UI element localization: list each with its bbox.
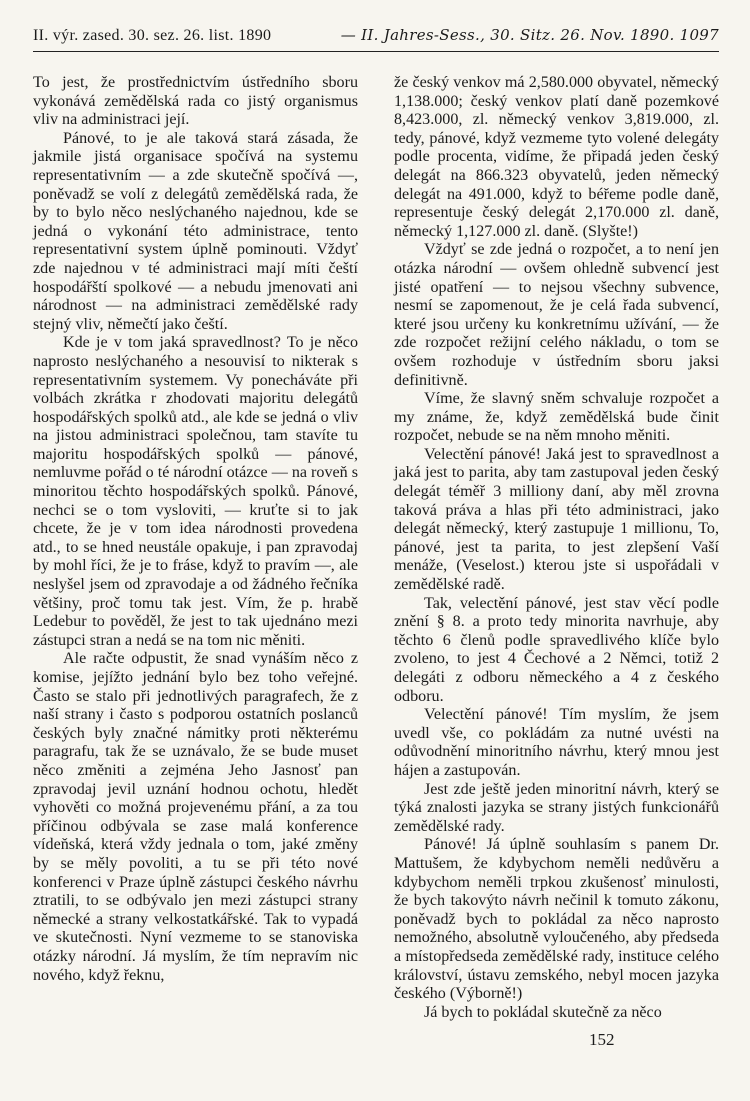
paragraph: Já bych to pokládal skutečně za něco — [424, 1003, 662, 1021]
paragraph: Vždyť se zde jedná o rozpočet, a to není jen otázka národní — ovšem ohledně subvencí jest jisté opatření — to nejsou všechny subvence, nesmí se zapomenout, že je celá řada subvencí, které jsou určeny ku konkretnímu užívání, — že zde rozpočet režijní celého nákladu, o tom se ovšem rozhoduje v ústředním sboru jaksi definitivně. — [394, 241, 719, 389]
paragraph: že český venkov má 2,580.000 obyvatel, německý 1,138.000; český venkov platí daně pozemkové 8,423.000, zl. německý venkov 3,819.000, zl. tedy, pánové, když vezmeme tyto volené delegáty podle procenta, vidíme, že připadá jeden český delegát na 866.323 obyvatelů, jeden německý delegát na 491.000, když to béřeme podle daně, representuje český delegát 2,170.000 zl. daně, německý 1,127.000 zl. daně. (Slyšte!) — [394, 74, 719, 240]
page-number: 152 — [589, 1030, 615, 1049]
right-column — [394, 74, 719, 1022]
paragraph: Pánové, to je ale taková stará zásada, že jakmile jistá organisace spočívá na systemu representativním — a zde skutečně spočívá —, poněvadž se volí z delegátů zemědělská rada, že by to bylo něco neslýchaného najednou, kde se jedná o vykonání této administrace, tento representativní system úplně pominouti. Vždyť zde najednou v té administraci mají míti čeští hospodářští spolkové — a nebudu jmenovati ani národnost — na administraci zemědělské rady stejný vliv, němečtí jako čeští. — [33, 129, 358, 333]
paragraph: Tak, velectění pánové, jest stav věcí podle znění § 8. a proto tedy minorita navrhuje, aby těchto 6 členů podle spravedlivého klíče bylo zvoleno, to jest 4 Čechové a 2 Němci, totiž 2 delegáti z odboru německého a 4 z českého odboru. — [394, 594, 719, 705]
paragraph: Velectění pánové! Jaká jest to spravedlnost a jaká jest to parita, aby tam zastupoval jeden český delegát téměř 3 milliony daní, aby měl zrovna taková práva a hlas při této administraci, jako delegát německý, který zastupuje 1 millionu, To, pánové, jest ta parita, to jest zlepšení Vaší menáže, (Veselost.) kterou jste si uspořádali v zemědělské radě. — [394, 445, 719, 594]
header-right: — II. Jahres-Sess., 30. Sitz. 26. Nov. 1890. 1097 — [340, 26, 719, 44]
paragraph: Kde je v tom jaká spravedlnost? To je něco naprosto neslýchaného a nesouvisí to nikterak s representativním systemem. Vy ponecháváte při volbách zkrátka r zhodovati majoritu delegátů hospodářských spolků atd., ale kde se jedná o vliv na jistou administraci společnou, tam stavíte tu majoritu hospodářských spolků — pánové, nemluvme pořád o té národní otázce — na roveň s minoritou těchto hospodářských spolků. Pánové, nechci se o tom vysloviti, — kruťte si to jak chcete, že je v tom idea národnosti provedena atd., to se hned neustále opakuje, i pan zpravodaj by mohl říci, že je to fráse, když to pravím —, ale neslyšel jsem od zpravodaje a od žádného řečníka většiny, proč tomu tak jest. Vím, že p. hrabě Ledebur to pověděl, že jest to tak ujednáno mezi zástupci stran a nedá se na tom nic měniti. — [33, 334, 358, 649]
left-column — [33, 74, 358, 1022]
paragraph: Pánové! Já úplně souhlasím s panem Dr. Mattušem, že kdybychom neměli nedůvěru a kdybychom neměli trpkou zkušenosť minulosti, že bych takovýto návrh nečinil k tomuto zákonu, poněvadž bych to pokládal za něco naprosto nemožného, absolutně vyloučeného, aby předseda a místopředseda zemědělské rady, instituce celého království, ústavu zemského, nebyl mocen jazyka českého (Výborně!) — [394, 836, 719, 1003]
text-columns — [33, 74, 719, 1022]
running-header — [33, 26, 719, 52]
paragraph: Ale račte odpustit, že snad vynáším něco z komise, jejížto jednání bylo bez toho veřejné. Často se stalo při jednotlivých paragrafech, že z naší strany i často s podporou ostatních poslanců českých byly značné námitky proti některému paragrafu, tak že se uznávalo, že se bude muset něco změniti a zejména Jeho Jasnosť pan zpravodaj jevil uznání hodnou ochotu, hledět vyhověti co možná projevenému přání, a za tou příčinou odbývala se zase malá konference vídeňská, která vždy jednala o tom, jaké změny by se měly povoliti, a tu se při této nové konferenci v Praze úplně zástupci českého návrhu ztratili, to se odbývalo jen mezi zástupci strany německé a strany velkostatkářské. Tak to vypadá ve skutečnosti. Nyní vezmeme to se stanoviska otázky národní. Já myslím, že tím nepravím nic nového, když řeknu, — [33, 650, 358, 984]
paragraph: Víme, že slavný sněm schvaluje rozpočet a my známe, že, když zemědělská bude činit rozpočet, nebude se na něm mnoho měniti. — [394, 390, 719, 445]
paragraph: Velectění pánové! Tím myslím, že jsem uvedl vše, co pokládám za nutné uvésti na odůvodnění minoritního návrhu, který mnou jest hájen a zastupován. — [394, 706, 719, 779]
paragraph: To jest, že prostřednictvím ústředního sboru vykonává zemědělská rada co jistý organismus vliv na administraci její. — [33, 74, 358, 129]
paragraph: Jest zde ještě jeden minoritní návrh, který se týká znalosti jazyka se strany jistých funkcionářů zemědělské rady. — [394, 780, 719, 835]
header-left: II. výr. zased. 30. sez. 26. list. 1890 — [33, 27, 272, 44]
